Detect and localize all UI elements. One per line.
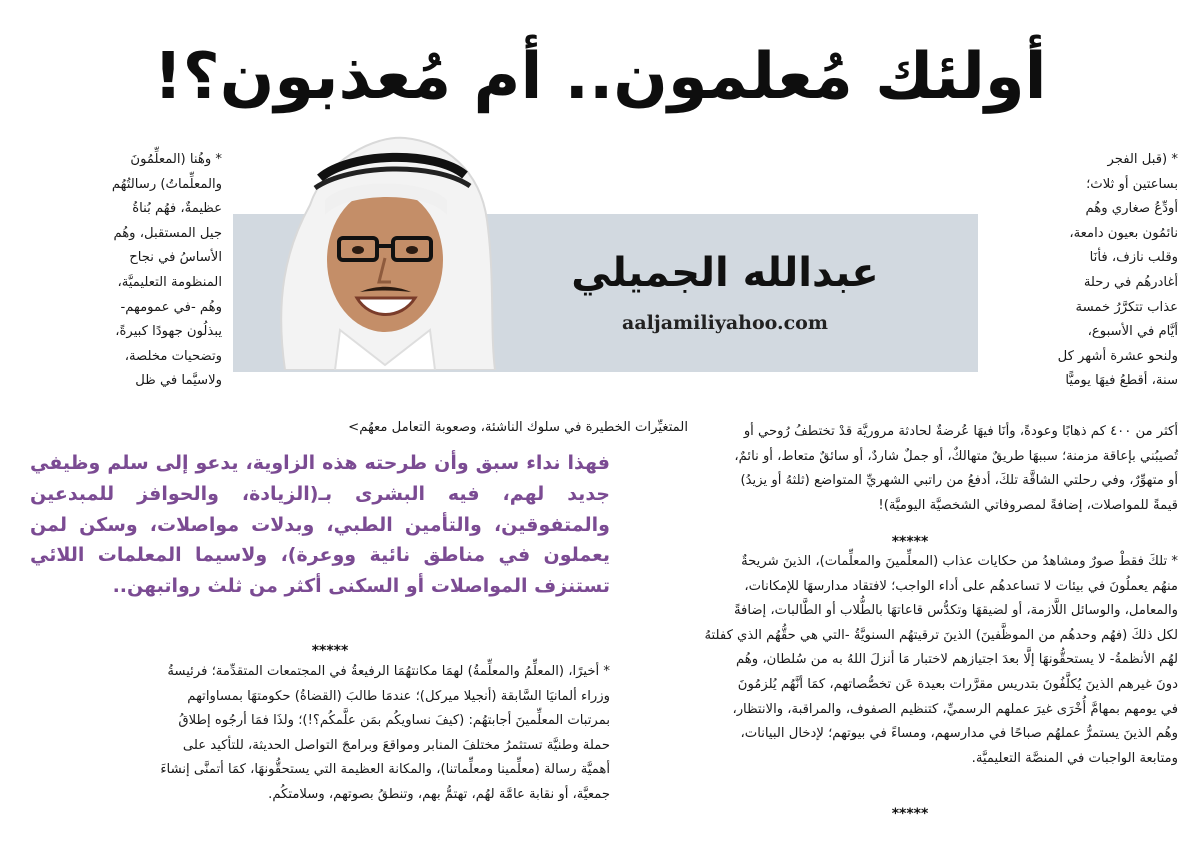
column-right-line: نائمُون بعيون دامعة،: [1069, 225, 1178, 241]
column-center-top-line: أو متهوِّرٌ، وفي رحلتي الشاقَّة تلكَ، أدفعُ من راتبي الشهريِّ المتواضع (ثلثهُ أو يزيدُ): [740, 473, 1178, 489]
column-left-line: والمعلِّماتُ) رسالتُهُم: [111, 176, 222, 192]
column-left-line: جيل المستقبل، وهُم: [113, 225, 222, 241]
column-right-line: * (قبل الفجر: [1107, 152, 1178, 167]
column-center-bottom-line: منهُم يعملُونَ في بيئات لا تساعدهُم على أداء الواجب؛ لافتقاد مدارسهَا للإمكانات،: [744, 578, 1178, 594]
column-left-line: الأساسُ في نجاح: [129, 250, 222, 266]
column-center-bottom: [620, 550, 1178, 771]
column-left-line: المنظومة التعليميَّة،: [117, 274, 222, 290]
column-bottom-left-line: جمعيَّة، أو نقابة عامَّة لهُم، تهتمُّ بهم، وتنطقُ بصوتهم، وسلامتكُم.: [268, 786, 610, 802]
column-center-bottom-line: لكل ذلكَ (فهُم وحدهُم من الموظَّفينَ) الذينَ ترقيتهُم السنويَّةُ -التي هي حقُّهُم الذي كفلتهُ: [704, 627, 1178, 643]
section-separator: *****: [311, 643, 349, 659]
column-center-bottom-line: في يومهم بمهامَّ أُخْرَى غيرَ عملهم الرسميِّ، كتنظيم الصفوف، والمراقبة، والانتظار،: [732, 701, 1178, 717]
column-bottom-left-line: حملة وطنيَّة تستثمرُ مختلفَ المنابر ومواقعَ وبرامجَ التواصل الحديثة، للتأكيد على: [182, 737, 610, 753]
column-right-line: بساعتين أو ثلاث؛: [1086, 176, 1178, 192]
column-left-line: ولاسيَّما في ظل: [135, 373, 222, 389]
column-left: [22, 148, 222, 394]
column-center-bottom-line: لهُم الأنظمةُ- لا يستحقُّونهَا إلَّا بعدَ اجتيازهم لاختبار مَا أنزلَ اللهُ به من سُلطان، وهُم: [736, 652, 1178, 668]
column-bottom-left-line: أهميَّة رسالة (معلِّمينا ومعلِّماتنا)، والمكانة العظيمة التي يستحقُّونهَا، كمَا أتمنَّى إنشاءَ: [160, 762, 610, 778]
headline: أولئك مُعلمون.. أم مُعذبون؟!: [153, 40, 1047, 114]
column-left-line: يبذلُون جهودًا كبيرةً،: [115, 324, 222, 340]
column-bottom-left: [30, 660, 610, 808]
column-right-line: عذاب تتكرَّرُ خمسة: [1075, 299, 1178, 315]
column-bottom-left-line: وزراء ألمانيَا السَّابقة (أنجيلا ميركل)؛ عندمَا طالبَ (القضاةُ) حكومتهَا بمساواتهم: [187, 688, 610, 704]
column-right-line: أغادرهُم في رحلة: [1083, 274, 1178, 290]
continuation-line: المتغيِّرات الخطيرة في سلوك الناشئة، وصعوبة التعامل معهُم>: [348, 420, 688, 435]
column-bottom-left-line: * أخيرًا، (المعلِّمُ والمعلِّمةُ) لهمَا مكانتهُمَا الرفيعةُ في المجتمعات المتقدِّمة؛ فرئيسةُ: [167, 664, 610, 679]
column-right-line: ولنحو عشرة أشهر كل: [1057, 348, 1178, 364]
column-left-line: وهُم -في عمومهم-: [120, 299, 222, 315]
column-center-bottom-line: وهُم الذينَ يستمرُّ عملهُم صباحًا في مدارسهم، ومساءً في بيوتهم؛ لإدخال البيانات،: [740, 726, 1178, 742]
author-email: aaljamiliyahoo.com: [622, 312, 828, 334]
section-separator: *****: [891, 534, 929, 550]
column-center-bottom-line: والمعامل، والوسائل اللَّازمة، أو لضيقهَا وتكدُّس قاعاتهَا بالطُّلاب أو الطَّالبات، إضافةً: [733, 603, 1178, 619]
column-left-line: * وهُنا (المعلِّمُونَ: [130, 152, 222, 167]
column-center-top-line: قيمةً للمواصلات، إضافةً لمصروفاتي الشخصيَّة اليوميَّة)!: [878, 497, 1178, 513]
author-name: عبدالله الجميلي: [571, 250, 879, 296]
column-center-top-line: تُصيبُني بإعاقة مزمنة؛ سببهَا طريقٌ متهالكٌ، أو جملٌ شاردٌ، أو سائقٌ متعاط، أو نائمٌ،: [734, 448, 1178, 464]
author-photo: [265, 130, 500, 370]
column-right-line: أودِّعُ صغاري وهُم: [1085, 201, 1178, 217]
column-center-bottom-line: دونَ غيرهم الذينَ يُكلَّفُونَ بتدريس مقرَّرات بعيدة عَن تخصُّصاتهم، كمَا أنَّهُم يُلزمُونَ: [737, 676, 1178, 692]
pull-quote: فهذا نداء سبق وأن طرحته هذه الزاوية، يدعو إلى سلم وظيفي جديد لهم، فيه البشرى بـ(الزيادة، والحوافز للمبدعين والمتفوقين، والتأمين الطبي، وبدلات مواصلات، وسكن لمن يعملون في مناطق نائية ووعرة)، ولاسيما المعلمات اللائي تستنزف المواصلات أو السكنى أكثر من ثلث رواتبهن..: [30, 452, 610, 598]
section-separator: *****: [891, 806, 929, 822]
column-center-top-line: أكثر من ٤٠٠ كم ذهابًا وعودةً، وأنَا فيهَا عُرضةٌ لحادثة مروريَّة قدْ تختطفُ رُوحي أو: [743, 424, 1178, 439]
column-left-line: عظيمةٌ، فهُم بُناةُ: [132, 201, 222, 217]
column-center-bottom-line: ومتابعة الواجبات في المنصَّة التعليميَّة.: [971, 750, 1178, 766]
column-bottom-left-line: بمرتبات المعلِّمينَ أجابتهُم: (كيفَ نساويكُم بمَن علَّمكُم؟!)؛ ولذَا فمَا أرجُوه إطلاقُ: [178, 713, 610, 729]
column-right-line: سنة، أقطعُ فيهَا يوميًّا: [1065, 373, 1178, 389]
column-right-line: أيَّام في الأسبوع،: [1087, 324, 1178, 340]
column-center-top: [620, 420, 1178, 518]
column-right-line: وقلب نازف، فأنَا: [1089, 250, 1178, 266]
column-right: [982, 148, 1178, 394]
column-center-bottom-line: * تلكَ فقطْ صورٌ ومشاهدُ من حكايات عذاب (المعلِّمينَ والمعلِّمات)، الذينَ شريحةٌ: [741, 554, 1178, 569]
column-left-line: وتضحيات مخلصة،: [124, 348, 222, 364]
